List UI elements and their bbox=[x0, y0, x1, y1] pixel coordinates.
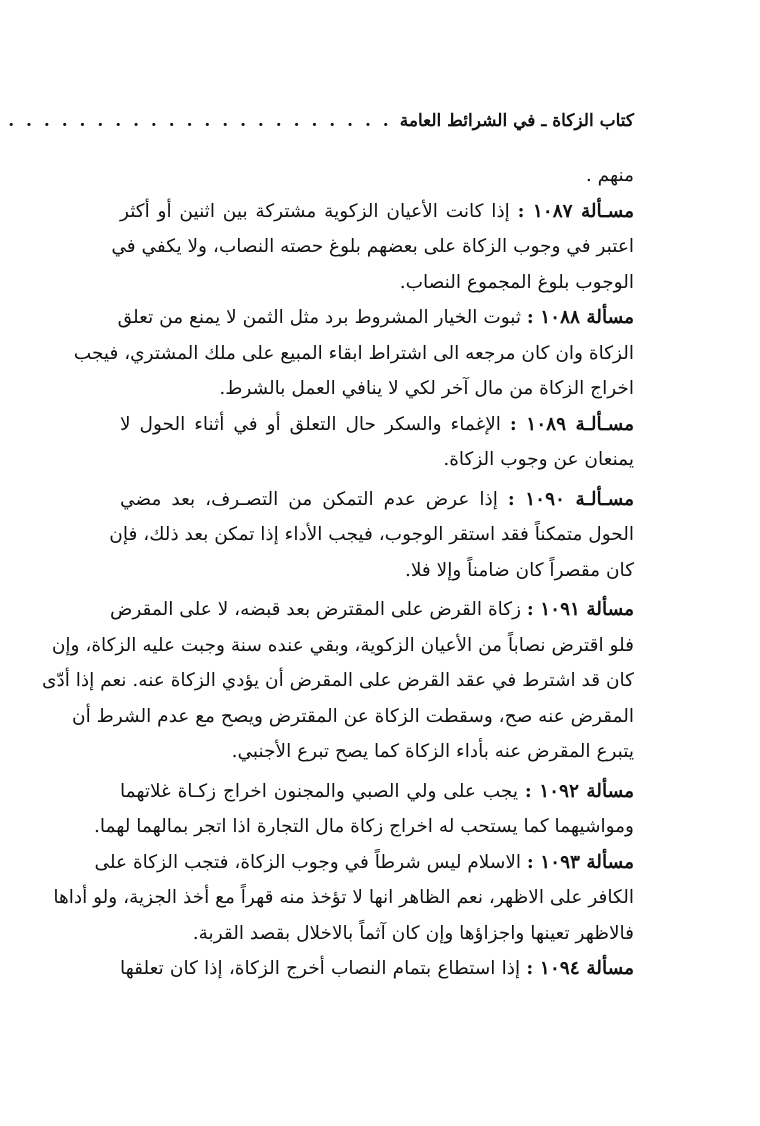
text-line bbox=[117, 300, 634, 336]
issue-label: مسألة ١٠٩٣ : bbox=[526, 851, 634, 873]
line-text: يتبرع المقرض عنه بأداء الزكاة كما يصح تبرع الأجنبي. bbox=[231, 741, 634, 762]
line-text: فلو اقترض نصاباً من الأعيان الزكوية، وبقي عنده سنة وجبت عليه الزكاة، وإن bbox=[51, 634, 634, 656]
line-text: الزكاة وان كان مرجعه الى اشتراط ابقاء المبيع على ملك المشتري، فيجب bbox=[73, 342, 634, 364]
text-line bbox=[120, 482, 634, 518]
issue-label: مسألة ١٠٩٤ : bbox=[526, 958, 634, 979]
line-text: يجب على ولي الصبي والمجنون اخراج زكـاة غلاتهما bbox=[120, 780, 525, 802]
text-line bbox=[109, 592, 634, 628]
text-line bbox=[120, 951, 634, 987]
text-line bbox=[72, 699, 634, 735]
line-text: الكافر على الاظهر، نعم الظاهر انها لا تؤخذ منه قهراً مع أخذ الجزية، ولو أداها bbox=[53, 887, 634, 908]
text-line bbox=[120, 734, 634, 770]
issue-label: مسألة ١٠٩١ : bbox=[526, 599, 634, 620]
text-line bbox=[73, 336, 634, 372]
line-text: ومواشيهما كما يستحب له اخراج زكاة مال التجارة اذا اتجر بمالهما لهما. bbox=[93, 816, 634, 837]
line-text: إذا عرض عدم التمكن من التصـرف، بعد مضي bbox=[120, 488, 508, 510]
issue-label: مسـألة ١٠٨٧ : bbox=[517, 200, 634, 222]
text-line bbox=[120, 194, 634, 230]
line-text: إذا استطاع بتمام النصاب أخرج الزكاة، إذا كان تعلقها bbox=[120, 958, 527, 979]
issue-label: مسألة ١٠٨٨ : bbox=[526, 307, 634, 328]
body-text bbox=[42, 158, 634, 987]
line-text: كان قد اشترط في عقد القرض على المقرض أن يؤدي الزكاة عنه. نعم إذا أدّى bbox=[42, 670, 634, 691]
line-text: الاسلام ليس شرطاً في وجوب الزكاة، فتجب الزكاة على bbox=[94, 851, 527, 873]
line-text: ثبوت الخيار المشروط برد مثل الثمن لا يمنع من تعلق bbox=[117, 307, 527, 328]
line-text: الحول متمكناً فقد استقر الوجوب، فيجب الأداء إذا تمكن بعد ذلك، فإن bbox=[109, 524, 634, 545]
text-line bbox=[51, 628, 634, 664]
text-line bbox=[109, 517, 634, 553]
leader-dots bbox=[0, 111, 392, 131]
line-text: اخراج الزكاة من مال آخر لكي لا ينافي العمل بالشرط. bbox=[219, 378, 634, 399]
issue-label: مسألة ١٠٩٢ : bbox=[524, 780, 634, 802]
issue-label: مسـألـة ١٠٩٠ : bbox=[507, 488, 634, 510]
issue-label: مسـألـة ١٠٨٩ : bbox=[509, 413, 634, 435]
line-text: اعتبر في وجوب الزكاة على بعضهم بلوغ حصته النصاب، ولا يكفي في bbox=[111, 236, 634, 257]
line-text: منهم . bbox=[585, 165, 634, 186]
line-text: المقرض عنه صح، وسقطت الزكاة عن المقترض ويصح مع عدم الشرط أن bbox=[72, 705, 634, 727]
line-text: زكاة القرض على المقترض بعد قبضه، لا على المقرض bbox=[109, 599, 527, 620]
text-line bbox=[120, 553, 634, 589]
text-line bbox=[120, 371, 634, 407]
text-line bbox=[120, 774, 634, 810]
line-text: يمنعان عن وجوب الزكاة. bbox=[443, 449, 634, 470]
line-text: الوجوب بلوغ المجموع النصاب. bbox=[399, 271, 634, 293]
text-line bbox=[120, 916, 634, 952]
line-text: فالاظهر تعينها واجزاؤها وإن كان آثماً بالاخلال بقصد القربة. bbox=[192, 922, 634, 944]
text-line bbox=[93, 809, 634, 845]
text-line bbox=[120, 265, 634, 301]
page-header bbox=[120, 104, 634, 138]
line-text: كان مقصراً كان ضامناً وإلا فلا. bbox=[405, 559, 634, 581]
text-line bbox=[120, 158, 634, 194]
line-text: الإغماء والسكر حال التعلق أو في أثناء الحول لا bbox=[120, 413, 510, 435]
text-line bbox=[111, 229, 634, 265]
running-title: كتاب الزكاة ـ في الشرائط العامة bbox=[399, 111, 634, 131]
text-line bbox=[94, 845, 634, 881]
text-line bbox=[120, 442, 634, 478]
text-line bbox=[42, 663, 634, 699]
line-text: إذا كانت الأعيان الزكوية مشتركة بين اثنين أو أكثر bbox=[120, 200, 518, 222]
text-line bbox=[120, 407, 634, 443]
text-line bbox=[53, 880, 634, 916]
